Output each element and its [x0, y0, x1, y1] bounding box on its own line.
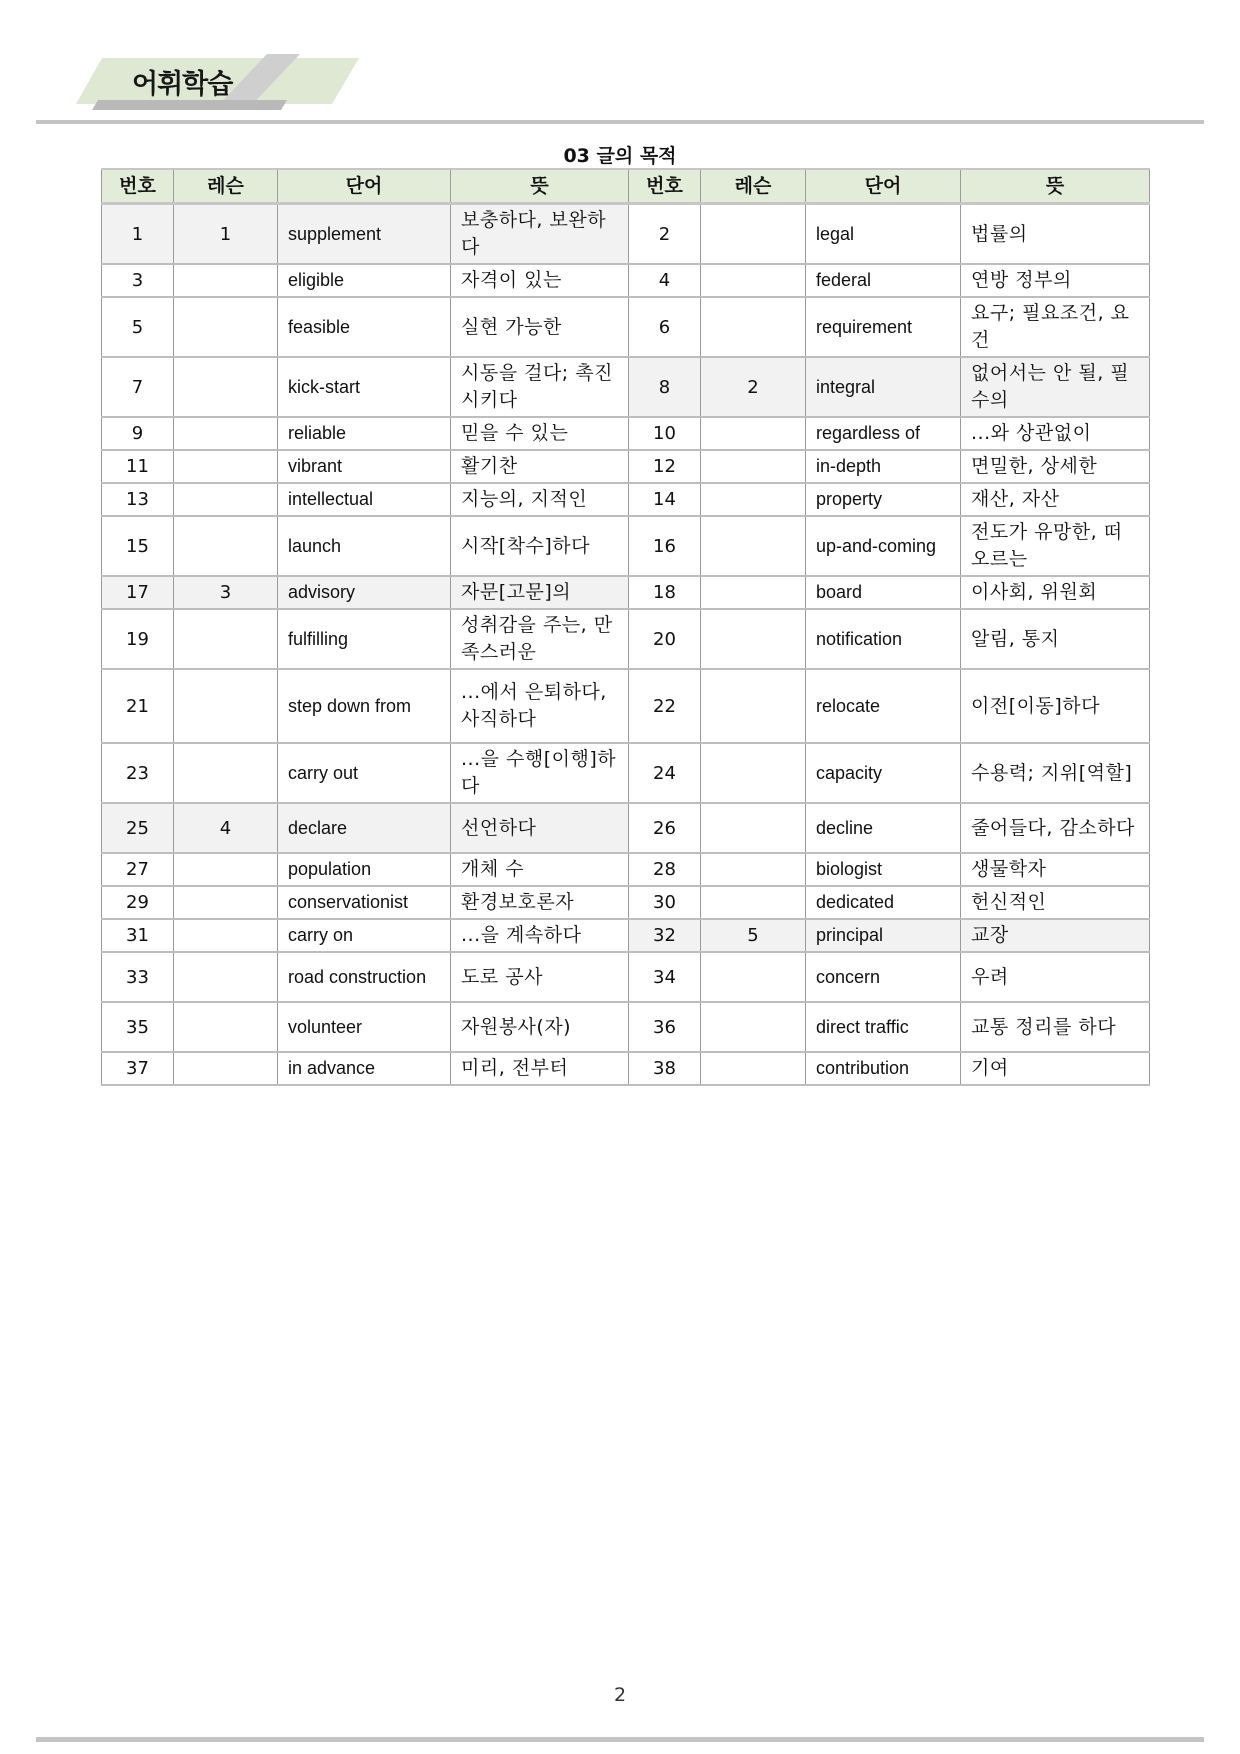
- entry-number: 13: [102, 483, 174, 516]
- meaning-cell: 교통 정리를 하다: [961, 1002, 1150, 1052]
- entry-number: 19: [102, 609, 174, 669]
- column-header: 번호: [102, 169, 174, 204]
- table-row: [102, 609, 1150, 669]
- lesson-number: [701, 450, 806, 483]
- word-cell: volunteer: [278, 1002, 451, 1052]
- meaning-cell: 연방 정부의: [961, 264, 1150, 297]
- entry-number: 4: [629, 264, 701, 297]
- table-row: [102, 297, 1150, 357]
- word-cell: population: [278, 853, 451, 886]
- lesson-number: [174, 952, 278, 1002]
- word-cell: relocate: [806, 669, 961, 743]
- meaning-cell: ...와 상관없이: [961, 417, 1150, 450]
- entry-number: 16: [629, 516, 701, 576]
- lesson-number: [701, 1052, 806, 1085]
- entry-number: 7: [102, 357, 174, 417]
- column-header: 단어: [806, 169, 961, 204]
- section-title: 03 글의 목적: [563, 145, 677, 167]
- table-row: [102, 919, 1150, 952]
- word-cell: principal: [806, 919, 961, 952]
- lesson-number: [701, 576, 806, 609]
- lesson-number: [174, 1052, 278, 1085]
- meaning-cell: 환경보호론자: [451, 886, 629, 919]
- table-row: [102, 1052, 1150, 1085]
- entry-number: 10: [629, 417, 701, 450]
- table-row: [102, 417, 1150, 450]
- meaning-cell: 개체 수: [451, 853, 629, 886]
- entry-number: 27: [102, 853, 174, 886]
- lesson-number: [174, 264, 278, 297]
- meaning-cell: 교장: [961, 919, 1150, 952]
- meaning-cell: 이사회, 위원회: [961, 576, 1150, 609]
- header-banner: [62, 54, 362, 112]
- entry-number: 20: [629, 609, 701, 669]
- meaning-cell: 도로 공사: [451, 952, 629, 1002]
- entry-number: 15: [102, 516, 174, 576]
- table-row: [102, 853, 1150, 886]
- word-cell: launch: [278, 516, 451, 576]
- entry-number: 38: [629, 1052, 701, 1085]
- word-cell: direct traffic: [806, 1002, 961, 1052]
- meaning-cell: 성취감을 주는, 만족스러운: [451, 609, 629, 669]
- table-row: [102, 743, 1150, 803]
- word-cell: kick-start: [278, 357, 451, 417]
- lesson-number: [701, 952, 806, 1002]
- entry-number: 25: [102, 803, 174, 853]
- meaning-cell: 생물학자: [961, 853, 1150, 886]
- table-row: [102, 886, 1150, 919]
- entry-number: 9: [102, 417, 174, 450]
- meaning-cell: 알림, 통지: [961, 609, 1150, 669]
- lesson-number: [174, 919, 278, 952]
- entry-number: 11: [102, 450, 174, 483]
- meaning-cell: 보충하다, 보완하다: [451, 204, 629, 265]
- lesson-number: [174, 669, 278, 743]
- meaning-cell: 실현 가능한: [451, 297, 629, 357]
- word-cell: feasible: [278, 297, 451, 357]
- word-cell: biologist: [806, 853, 961, 886]
- entry-number: 5: [102, 297, 174, 357]
- meaning-cell: 시작[착수]하다: [451, 516, 629, 576]
- word-cell: declare: [278, 803, 451, 853]
- lesson-number: [174, 516, 278, 576]
- lesson-number: 5: [701, 919, 806, 952]
- word-cell: vibrant: [278, 450, 451, 483]
- table-row: [102, 803, 1150, 853]
- lesson-number: [701, 297, 806, 357]
- word-cell: regardless of: [806, 417, 961, 450]
- meaning-cell: 미리, 전부터: [451, 1052, 629, 1085]
- lesson-number: [701, 886, 806, 919]
- column-header: 번호: [629, 169, 701, 204]
- word-cell: carry out: [278, 743, 451, 803]
- lesson-number: [701, 264, 806, 297]
- meaning-cell: 자문[고문]의: [451, 576, 629, 609]
- word-cell: supplement: [278, 204, 451, 265]
- word-cell: up-and-coming: [806, 516, 961, 576]
- meaning-cell: 우려: [961, 952, 1150, 1002]
- lesson-number: [701, 743, 806, 803]
- lesson-number: [701, 417, 806, 450]
- word-cell: conservationist: [278, 886, 451, 919]
- meaning-cell: 선언하다: [451, 803, 629, 853]
- lesson-number: [174, 483, 278, 516]
- entry-number: 17: [102, 576, 174, 609]
- page-number: 2: [613, 1684, 627, 1706]
- lesson-number: [701, 204, 806, 265]
- lesson-number: [174, 357, 278, 417]
- lesson-number: [701, 803, 806, 853]
- column-header: 단어: [278, 169, 451, 204]
- table-row: [102, 669, 1150, 743]
- entry-number: 21: [102, 669, 174, 743]
- table-row: [102, 952, 1150, 1002]
- lesson-number: 1: [174, 204, 278, 265]
- meaning-cell: 활기찬: [451, 450, 629, 483]
- word-cell: advisory: [278, 576, 451, 609]
- word-cell: in-depth: [806, 450, 961, 483]
- lesson-number: [174, 886, 278, 919]
- table-row: [102, 450, 1150, 483]
- column-header: 레슨: [701, 169, 806, 204]
- meaning-cell: 믿을 수 있는: [451, 417, 629, 450]
- lesson-number: 4: [174, 803, 278, 853]
- meaning-cell: 법률의: [961, 204, 1150, 265]
- table-row: [102, 576, 1150, 609]
- lesson-number: [174, 853, 278, 886]
- word-cell: concern: [806, 952, 961, 1002]
- lesson-number: [701, 483, 806, 516]
- vocabulary-table: [101, 168, 1150, 1086]
- word-cell: fulfilling: [278, 609, 451, 669]
- word-cell: board: [806, 576, 961, 609]
- entry-number: 28: [629, 853, 701, 886]
- lesson-number: [701, 669, 806, 743]
- table-row: [102, 516, 1150, 576]
- meaning-cell: 헌신적인: [961, 886, 1150, 919]
- lesson-number: 2: [701, 357, 806, 417]
- meaning-cell: ...에서 은퇴하다, 사직하다: [451, 669, 629, 743]
- word-cell: integral: [806, 357, 961, 417]
- entry-number: 35: [102, 1002, 174, 1052]
- entry-number: 6: [629, 297, 701, 357]
- meaning-cell: ...을 계속하다: [451, 919, 629, 952]
- bottom-divider: [36, 1737, 1204, 1742]
- meaning-cell: 이전[이동]하다: [961, 669, 1150, 743]
- meaning-cell: 없어서는 안 될, 필수의: [961, 357, 1150, 417]
- meaning-cell: 자원봉사(자): [451, 1002, 629, 1052]
- entry-number: 1: [102, 204, 174, 265]
- lesson-number: [701, 853, 806, 886]
- word-cell: dedicated: [806, 886, 961, 919]
- word-cell: reliable: [278, 417, 451, 450]
- word-cell: federal: [806, 264, 961, 297]
- meaning-cell: 시동을 걸다; 촉진시키다: [451, 357, 629, 417]
- lesson-number: [174, 450, 278, 483]
- word-cell: step down from: [278, 669, 451, 743]
- entry-number: 34: [629, 952, 701, 1002]
- meaning-cell: 전도가 유망한, 떠오르는: [961, 516, 1150, 576]
- table-row: [102, 1002, 1150, 1052]
- entry-number: 31: [102, 919, 174, 952]
- entry-number: 36: [629, 1002, 701, 1052]
- column-header: 뜻: [961, 169, 1150, 204]
- entry-number: 18: [629, 576, 701, 609]
- lesson-number: [701, 1002, 806, 1052]
- entry-number: 32: [629, 919, 701, 952]
- table-row: [102, 264, 1150, 297]
- meaning-cell: 재산, 자산: [961, 483, 1150, 516]
- entry-number: 3: [102, 264, 174, 297]
- word-cell: contribution: [806, 1052, 961, 1085]
- entry-number: 33: [102, 952, 174, 1002]
- lesson-number: [174, 609, 278, 669]
- entry-number: 30: [629, 886, 701, 919]
- lesson-number: [174, 417, 278, 450]
- meaning-cell: 기여: [961, 1052, 1150, 1085]
- word-cell: in advance: [278, 1052, 451, 1085]
- word-cell: notification: [806, 609, 961, 669]
- lesson-number: [174, 1002, 278, 1052]
- meaning-cell: 지능의, 지적인: [451, 483, 629, 516]
- entry-number: 23: [102, 743, 174, 803]
- lesson-number: 3: [174, 576, 278, 609]
- lesson-number: [701, 516, 806, 576]
- entry-number: 29: [102, 886, 174, 919]
- lesson-number: [701, 609, 806, 669]
- lesson-number: [174, 297, 278, 357]
- word-cell: property: [806, 483, 961, 516]
- entry-number: 26: [629, 803, 701, 853]
- meaning-cell: 줄어들다, 감소하다: [961, 803, 1150, 853]
- table-row: [102, 483, 1150, 516]
- entry-number: 2: [629, 204, 701, 265]
- entry-number: 12: [629, 450, 701, 483]
- meaning-cell: 요구; 필요조건, 요건: [961, 297, 1150, 357]
- entry-number: 8: [629, 357, 701, 417]
- entry-number: 37: [102, 1052, 174, 1085]
- word-cell: road construction: [278, 952, 451, 1002]
- word-cell: requirement: [806, 297, 961, 357]
- meaning-cell: 자격이 있는: [451, 264, 629, 297]
- lesson-number: [174, 743, 278, 803]
- table-row: [102, 357, 1150, 417]
- word-cell: eligible: [278, 264, 451, 297]
- word-cell: capacity: [806, 743, 961, 803]
- top-divider: [36, 120, 1204, 124]
- entry-number: 24: [629, 743, 701, 803]
- meaning-cell: 면밀한, 상세한: [961, 450, 1150, 483]
- word-cell: carry on: [278, 919, 451, 952]
- table-row: [102, 204, 1150, 265]
- column-header: 뜻: [451, 169, 629, 204]
- word-cell: decline: [806, 803, 961, 853]
- entry-number: 22: [629, 669, 701, 743]
- header-title: 어휘학습: [132, 69, 233, 100]
- meaning-cell: ...을 수행[이행]하다: [451, 743, 629, 803]
- word-cell: legal: [806, 204, 961, 265]
- column-header: 레슨: [174, 169, 278, 204]
- entry-number: 14: [629, 483, 701, 516]
- table-header-row: [102, 169, 1150, 204]
- meaning-cell: 수용력; 지위[역할]: [961, 743, 1150, 803]
- word-cell: intellectual: [278, 483, 451, 516]
